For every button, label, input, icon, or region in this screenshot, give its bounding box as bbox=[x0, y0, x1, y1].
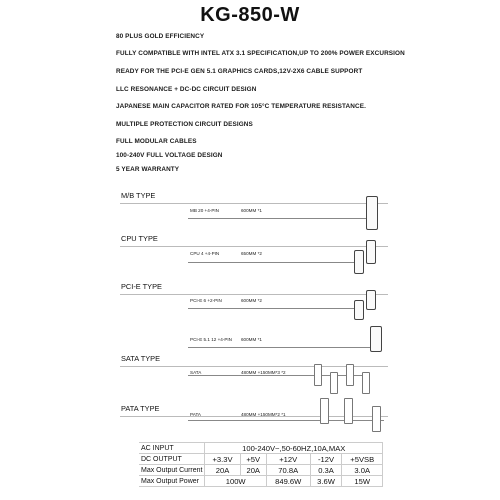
connector-pcie-icon bbox=[366, 290, 376, 310]
feature-item: FULL MODULAR CABLES bbox=[116, 138, 197, 145]
cable-length: 480MM +150MM*2 *1 bbox=[241, 412, 286, 417]
section-divider bbox=[120, 246, 388, 247]
product-title: KG-850-W bbox=[200, 4, 300, 26]
section-divider bbox=[120, 294, 388, 295]
connector-sata-icon bbox=[362, 372, 370, 394]
feature-item: FULLY COMPATIBLE WITH INTEL ATX 3.1 SPECIFICATION,UP TO 200% POWER EXCURSION bbox=[116, 50, 405, 57]
cable-length: 600MM *2 bbox=[241, 298, 262, 303]
cable-name: PCI-E 6 +2-PIN bbox=[190, 298, 222, 303]
connector-sata-icon bbox=[346, 364, 354, 386]
section-label-pata: PATA TYPE bbox=[121, 404, 160, 413]
connector-24pin-icon bbox=[366, 196, 378, 230]
power-cell: 100W bbox=[205, 476, 266, 487]
spec-table bbox=[139, 442, 383, 487]
power-cell: 15W bbox=[342, 476, 383, 487]
current-cell: 20A bbox=[240, 465, 266, 476]
section-label-pcie: PCI-E TYPE bbox=[121, 282, 162, 291]
connector-pata-icon bbox=[320, 398, 329, 424]
cable-name: MB 20 +4-PIN bbox=[190, 208, 219, 213]
cable-line bbox=[188, 218, 366, 219]
table-row bbox=[139, 476, 383, 487]
cable-line bbox=[188, 262, 354, 263]
connector-pata-icon bbox=[344, 398, 353, 424]
section-label-mb: M/B TYPE bbox=[121, 191, 156, 200]
feature-item: JAPANESE MAIN CAPACITOR RATED FOR 105°C TEMPERATURE RESISTANCE. bbox=[116, 103, 366, 110]
feature-item: MULTIPLE PROTECTION CIRCUIT DESIGNS bbox=[116, 121, 253, 128]
cable-line bbox=[188, 308, 354, 309]
table-row bbox=[139, 443, 383, 454]
section-divider bbox=[120, 203, 388, 204]
current-cell: 0.3A bbox=[310, 465, 342, 476]
cable-name: PCI-E 5.1 12 +4-PIN bbox=[190, 337, 233, 342]
spec-label: AC INPUT bbox=[139, 443, 205, 454]
connector-sata-icon bbox=[330, 372, 338, 394]
spec-label: DC OUTPUT bbox=[139, 454, 205, 465]
section-label-cpu: CPU TYPE bbox=[121, 234, 158, 243]
feature-item: 100-240V FULL VOLTAGE DESIGN bbox=[116, 152, 223, 159]
connector-pcie-icon bbox=[354, 300, 364, 320]
section-label-sata: SATA TYPE bbox=[121, 354, 161, 363]
cable-length: 480MM +150MM*3 *2 bbox=[241, 370, 286, 375]
rail-cell: +12V bbox=[266, 454, 310, 465]
cable-length: 650MM *2 bbox=[241, 251, 262, 256]
cable-line bbox=[188, 347, 370, 348]
current-cell: 70.8A bbox=[266, 465, 310, 476]
current-cell: 3.0A bbox=[342, 465, 383, 476]
cable-name: SATA bbox=[190, 370, 202, 375]
feature-item: LLC RESONANCE + DC-DC CIRCUIT DESIGN bbox=[116, 86, 257, 93]
power-cell: 849.6W bbox=[266, 476, 310, 487]
connector-pata-icon bbox=[372, 406, 381, 432]
spec-label: Max Output Power bbox=[139, 476, 205, 487]
cable-line bbox=[188, 420, 384, 421]
cable-line bbox=[188, 375, 368, 376]
table-row bbox=[139, 454, 383, 465]
feature-item: READY FOR THE PCI-E GEN 5.1 GRAPHICS CARDS,12V-2X6 CABLE SUPPORT bbox=[116, 68, 363, 75]
power-cell: 3.6W bbox=[310, 476, 342, 487]
rail-cell: +5V bbox=[240, 454, 266, 465]
rail-cell: -12V bbox=[310, 454, 342, 465]
cable-length: 600MM *1 bbox=[241, 208, 262, 213]
spec-value: 100-240V~,50-60HZ,10A,MAX bbox=[205, 443, 383, 454]
connector-cpu-icon bbox=[366, 240, 376, 264]
connector-12vhpwr-icon bbox=[370, 326, 382, 352]
cable-name: CPU 4 +4-PIN bbox=[190, 251, 220, 256]
cable-length: 600MM *1 bbox=[241, 337, 262, 342]
connector-cpu-icon bbox=[354, 250, 364, 274]
feature-item: 5 YEAR WARRANTY bbox=[116, 166, 180, 173]
feature-item: 80 PLUS GOLD EFFICIENCY bbox=[116, 33, 205, 40]
spec-label: Max Output Current bbox=[139, 465, 205, 476]
rail-cell: +3.3V bbox=[205, 454, 240, 465]
cable-name: PATA bbox=[190, 412, 201, 417]
current-cell: 20A bbox=[205, 465, 240, 476]
connector-sata-icon bbox=[314, 364, 322, 386]
rail-cell: +5VSB bbox=[342, 454, 383, 465]
table-row bbox=[139, 465, 383, 476]
